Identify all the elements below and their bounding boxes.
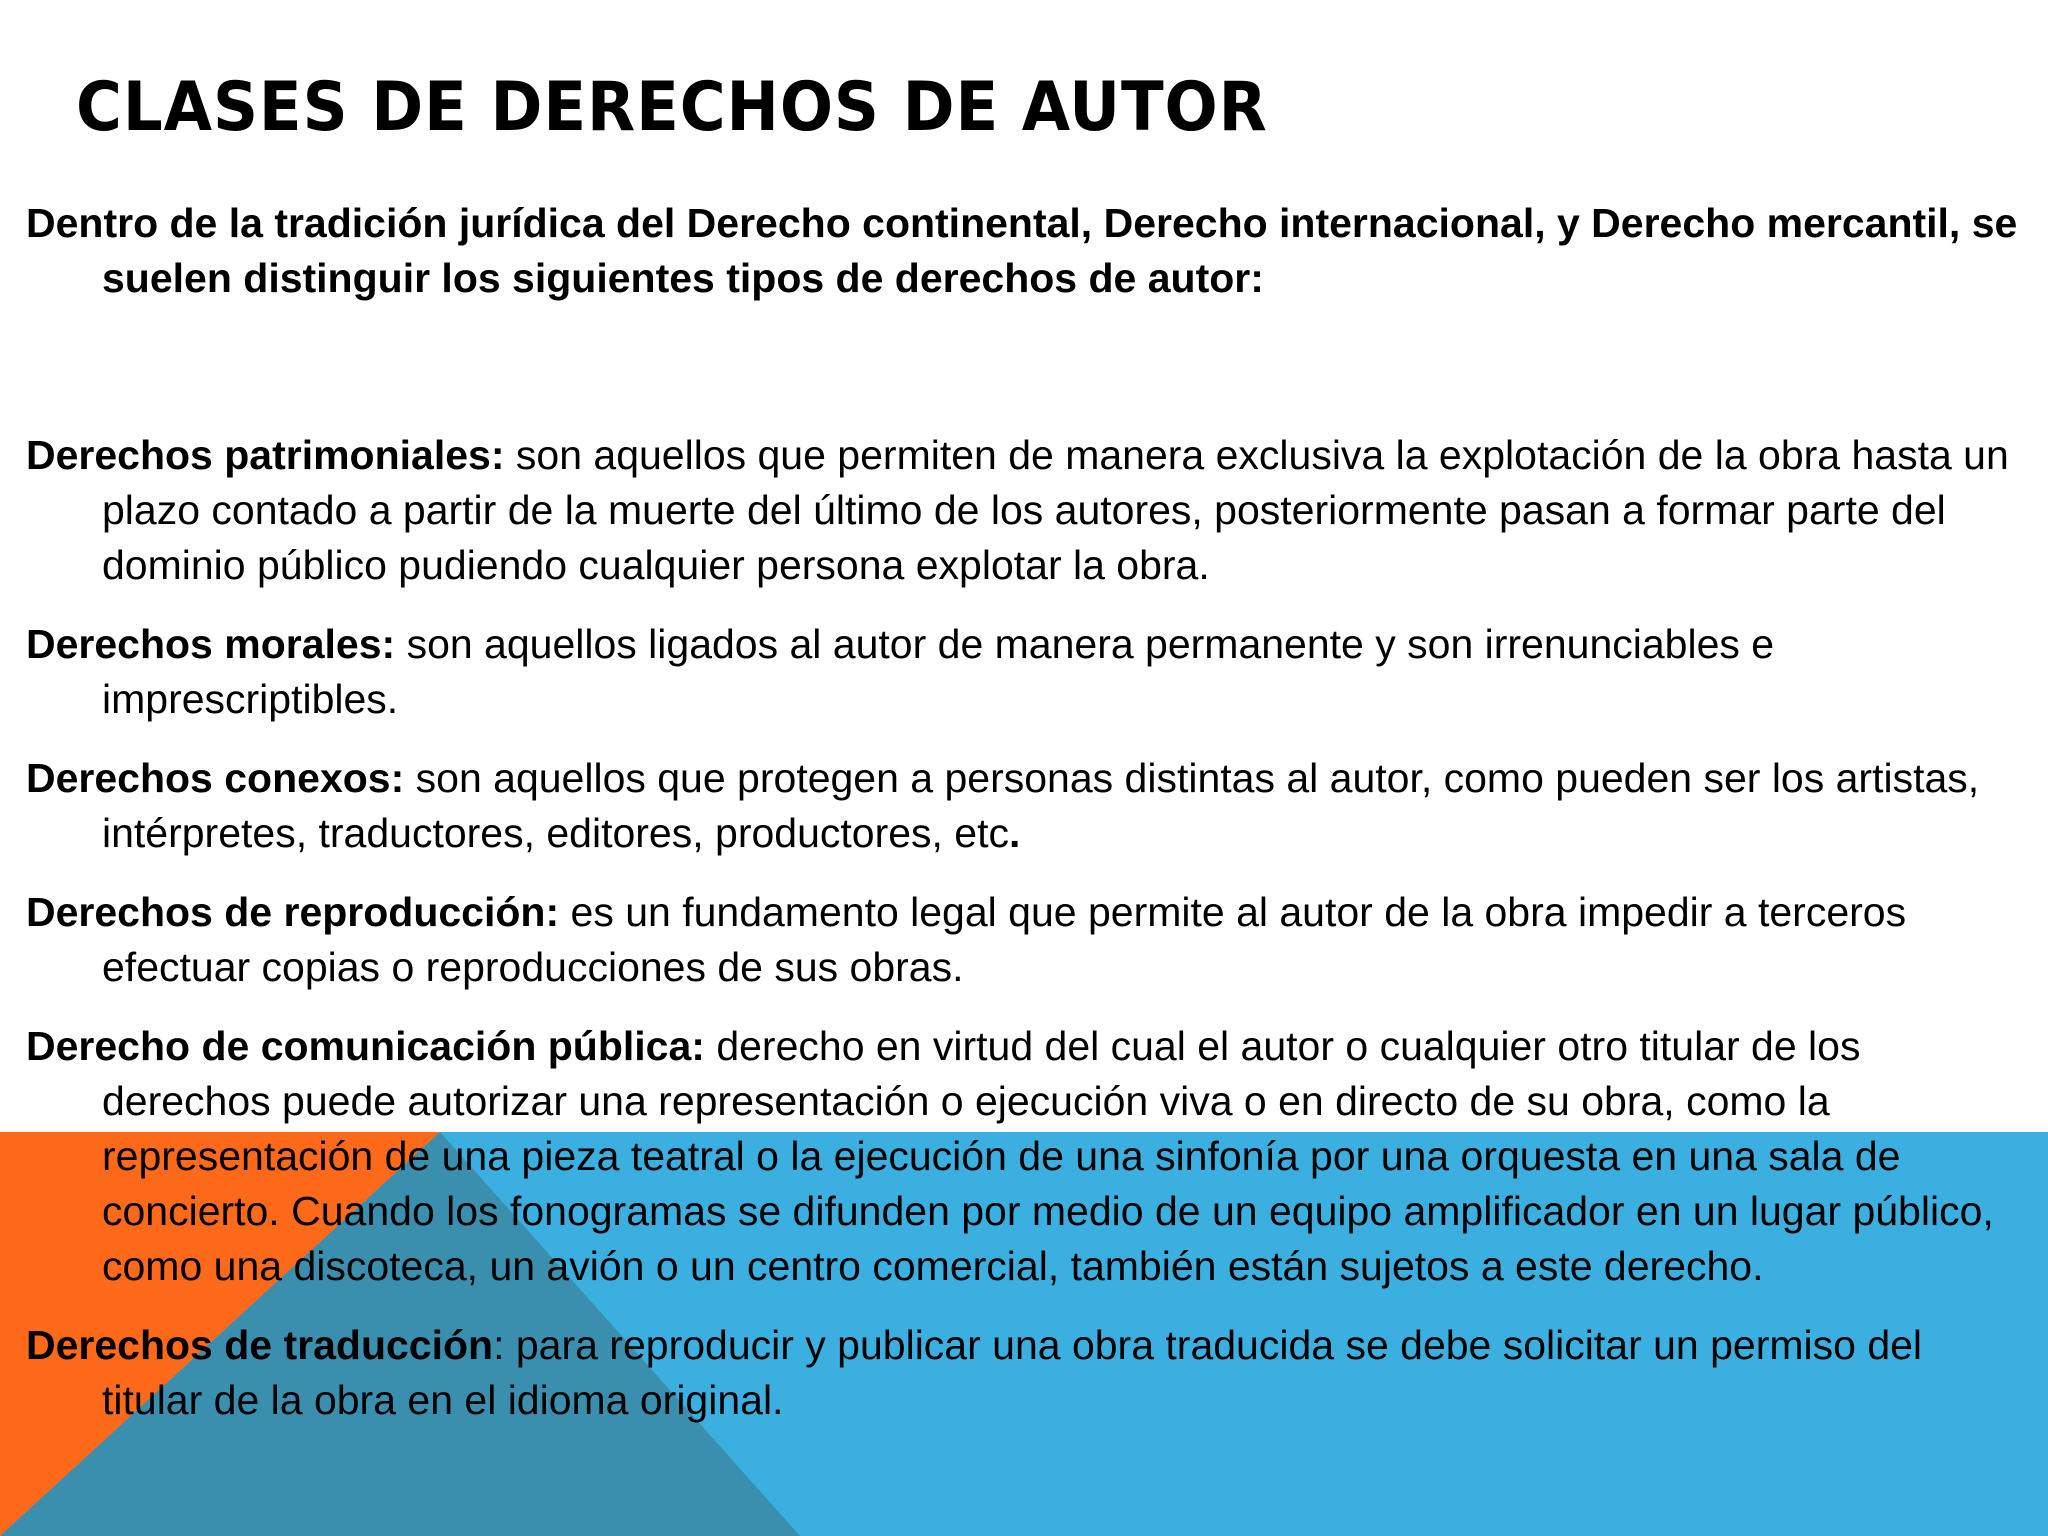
definition-text: son aquellos que permiten de manera exclusiva la explotación de la obra hasta un plazo contado a partir de la muerte del último de los autores, posteriormente pasan a formar parte del dominio público pudiendo cualquier persona explotar la obra. — [102, 432, 2009, 588]
slide-content — [26, 196, 2031, 1452]
definition-term: Derechos morales: — [26, 621, 396, 667]
definition-comunicacion-publica — [26, 1019, 2031, 1294]
definition-morales — [26, 617, 2031, 727]
slide-title: CLASES DE DERECHOS DE AUTOR — [76, 68, 1268, 147]
definition-patrimoniales — [26, 428, 2031, 593]
definition-text: son aquellos que protegen a personas distintas al autor, como pueden ser los artistas, intérpretes, traductores, editores, productores, etc — [102, 755, 1980, 856]
definition-trailing-period: . — [1009, 810, 1021, 856]
definition-text: : para reproducir y publicar una obra traducida se debe solicitar un permiso del titular de la obra en el idioma original. — [102, 1322, 1923, 1423]
definition-text: derecho en virtud del cual el autor o cualquier otro titular de los derechos puede autorizar una representación o ejecución viva o en directo de su obra, como la representación de una pieza teatral o la ejecución de una sinfonía por una orquesta en una sala de concierto. Cuando los fonogramas se difunden por medio de un equipo amplificador en un lugar público, como una discoteca, un avión o un centro comercial, también están sujetos a este derecho. — [102, 1023, 1994, 1289]
definition-term: Derechos de reproducción: — [26, 889, 560, 935]
definition-text: son aquellos ligados al autor de manera permanente y son irrenunciables e imprescriptibles. — [102, 621, 1775, 722]
definition-reproduccion — [26, 885, 2031, 995]
definition-conexos — [26, 751, 2031, 861]
definition-term: Derechos patrimoniales: — [26, 432, 505, 478]
definition-text: es un fundamento legal que permite al autor de la obra impedir a terceros efectuar copias o reproducciones de sus obras. — [102, 889, 1907, 990]
definition-term: Derecho de comunicación pública: — [26, 1023, 705, 1069]
intro-paragraph: Dentro de la tradición jurídica del Derecho continental, Derecho internacional, y Derecho mercantil, se suelen distinguir los siguientes tipos de derechos de autor: — [26, 200, 2018, 301]
definition-term: Derechos de traducción — [26, 1322, 494, 1368]
definition-term: Derechos conexos: — [26, 755, 405, 801]
definition-traduccion — [26, 1318, 2031, 1428]
